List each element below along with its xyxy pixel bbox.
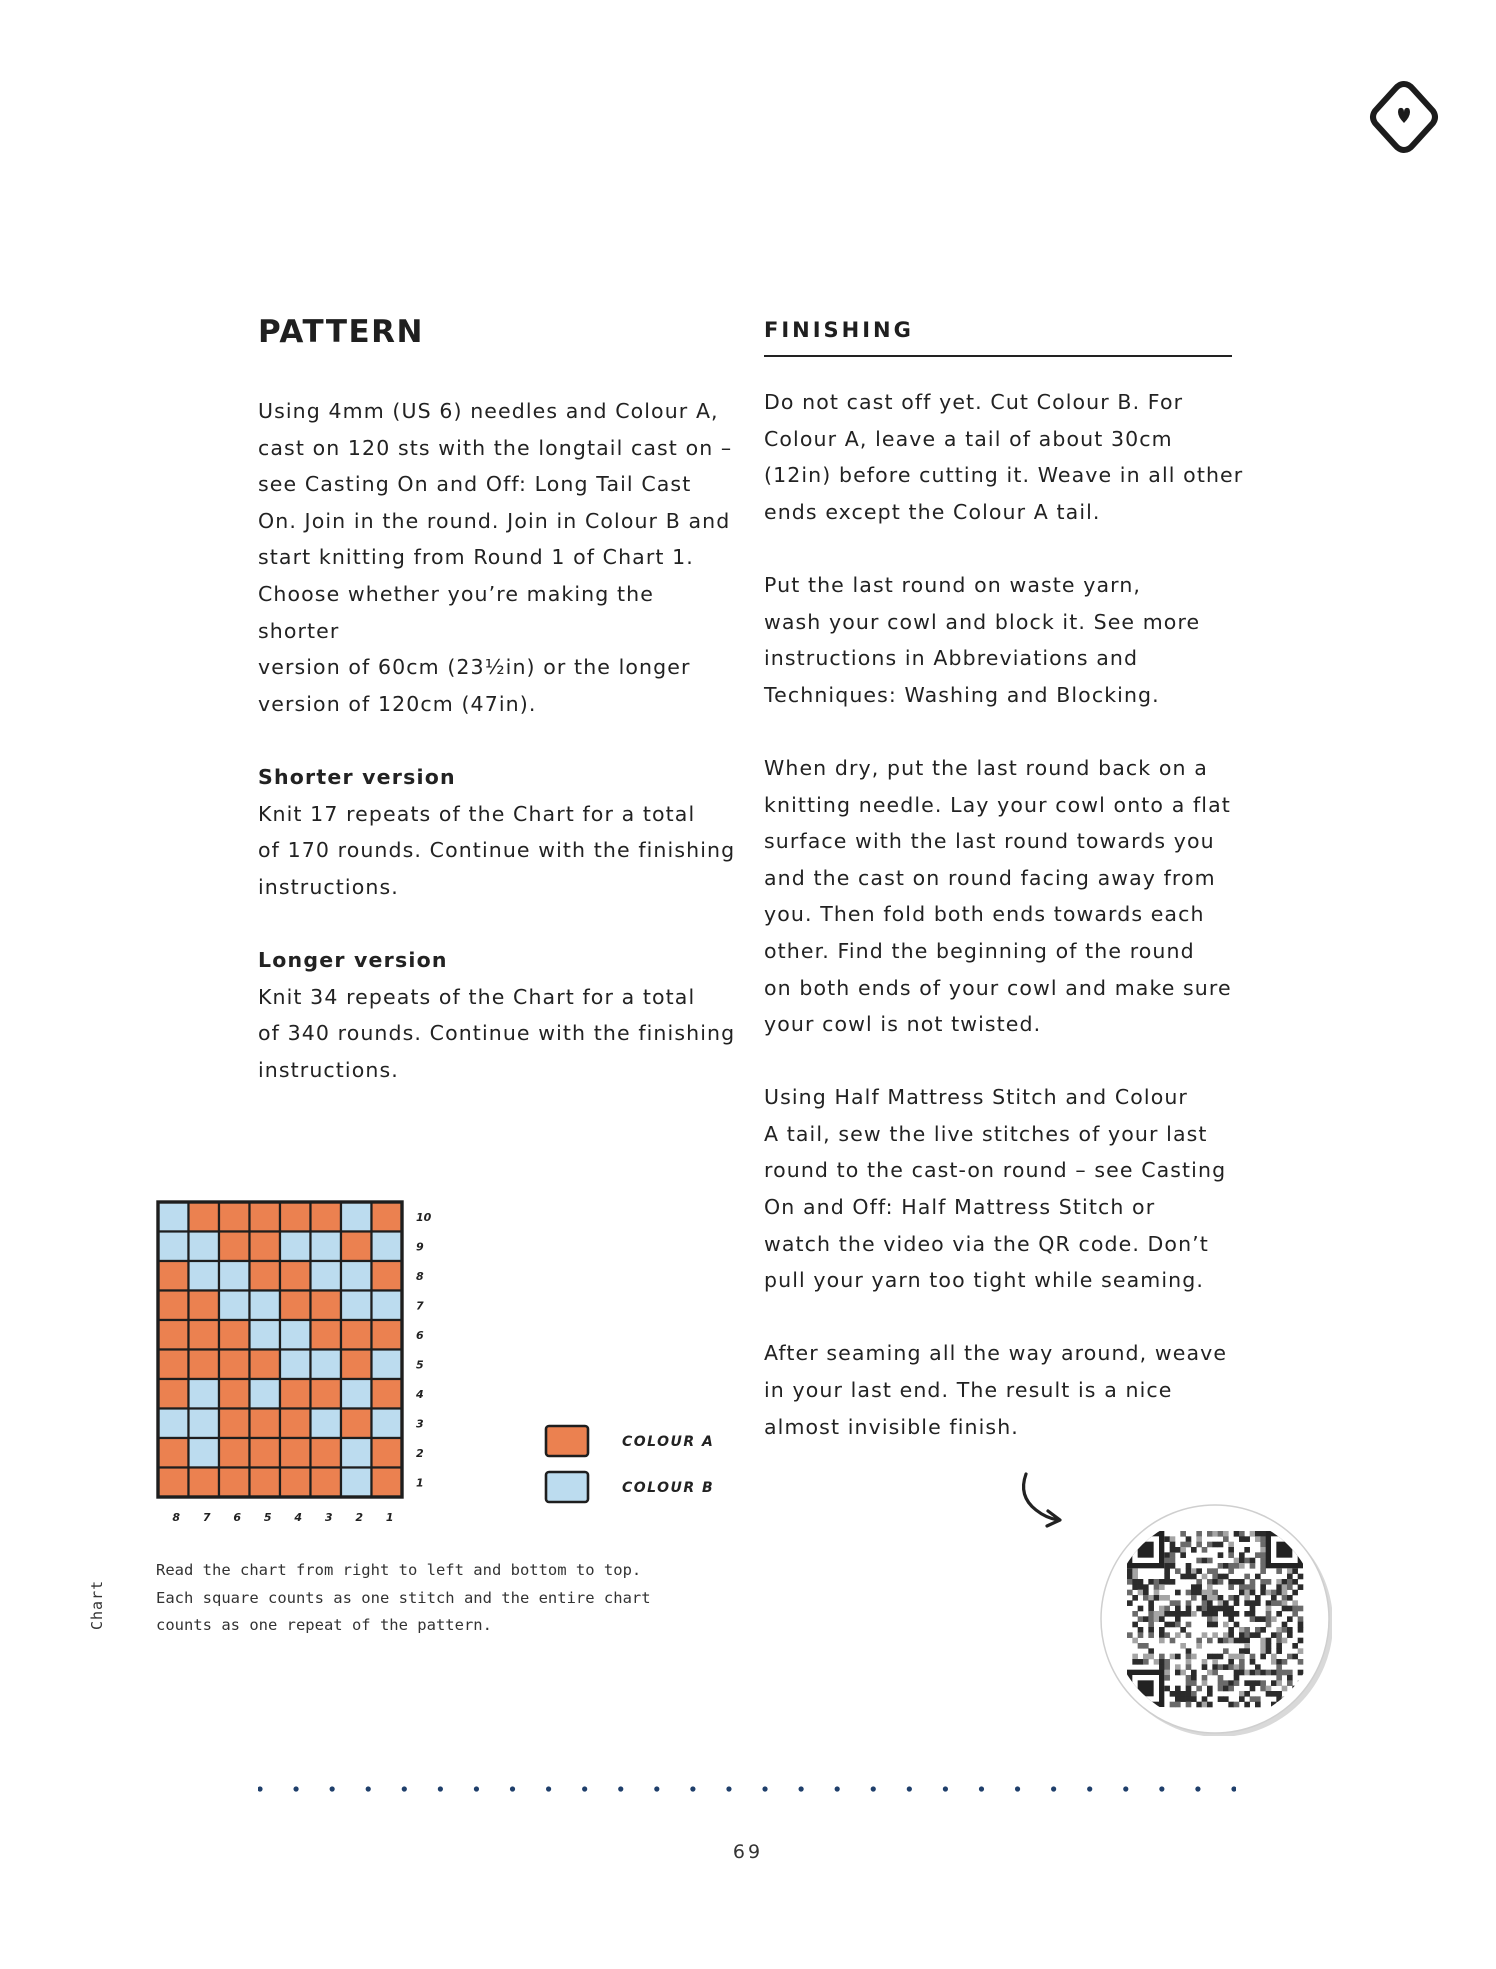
chart-cell — [341, 1291, 372, 1321]
chart-cell — [158, 1438, 189, 1468]
chart-cell — [219, 1291, 250, 1321]
chart-cell — [311, 1320, 342, 1350]
chart-cell — [280, 1261, 311, 1291]
legend-swatch — [546, 1472, 588, 1502]
chart-cell — [219, 1202, 250, 1232]
chart-cell — [158, 1409, 189, 1439]
chart-cell — [372, 1350, 403, 1380]
chart-cell — [250, 1468, 281, 1498]
chart-cell — [280, 1291, 311, 1321]
chart-cell — [158, 1291, 189, 1321]
chart-column-number: 1 — [385, 1511, 394, 1524]
chart-cell — [189, 1438, 220, 1468]
chart-column-number: 2 — [355, 1511, 364, 1524]
finishing-paragraph-3: When dry, put the last round back on a knitting needle. Lay your cowl onto a flat surface with the last round towards you and the cast on round facing away from you. Then fold both ends towards each other. Find the beginning of the round on both ends of your cowl and make sure your cowl is not twisted. — [764, 755, 1232, 1037]
pattern-body — [258, 393, 738, 1088]
chart-cell — [219, 1320, 250, 1350]
chart-cell — [219, 1261, 250, 1291]
chart-column-number: 4 — [294, 1511, 303, 1524]
chart-cell — [311, 1350, 342, 1380]
chart-cell — [219, 1350, 250, 1380]
heart-diamond-icon — [1365, 78, 1443, 156]
legend-label: COLOUR B — [622, 1480, 715, 1496]
chart-cell — [158, 1350, 189, 1380]
chart-cell — [280, 1409, 311, 1439]
chart-row-number: 4 — [416, 1387, 424, 1401]
chart-cell — [250, 1232, 281, 1262]
chart-column-number: 7 — [202, 1511, 211, 1524]
chart-cell — [341, 1320, 372, 1350]
chart-column-number: 6 — [233, 1511, 242, 1524]
chart-cell — [189, 1232, 220, 1262]
chart-cell — [341, 1409, 372, 1439]
chart-cell — [250, 1438, 281, 1468]
finishing-paragraph-1: Do not cast off yet. Cut Colour B. For Colour A, leave a tail of about 30cm (12in) before cutting it. Weave in all other ends except the Colour A tail. — [764, 390, 1244, 524]
chart-cell — [280, 1232, 311, 1262]
chart-cell — [311, 1261, 342, 1291]
chart-cell — [219, 1232, 250, 1262]
chart-cell — [189, 1409, 220, 1439]
chart-cell — [341, 1261, 372, 1291]
chart-cell — [189, 1468, 220, 1498]
chart-cell — [158, 1320, 189, 1350]
chart-cell — [250, 1350, 281, 1380]
chart-cell — [372, 1379, 403, 1409]
chart-cell — [189, 1291, 220, 1321]
chart-column-number: 5 — [263, 1511, 272, 1524]
chart-row-number: 6 — [416, 1328, 424, 1342]
chart-cell — [311, 1409, 342, 1439]
chart-cell — [158, 1202, 189, 1232]
chart-row-number: 3 — [416, 1417, 424, 1431]
chart-caption: Read the chart from right to left and bottom to top. Each square counts as one stitch and the entire chart counts as one repeat of the pattern. — [156, 1561, 651, 1634]
chart-cell — [372, 1291, 403, 1321]
chart-cell — [372, 1438, 403, 1468]
longer-version-title: Longer version — [258, 947, 448, 972]
chart-cell — [341, 1232, 372, 1262]
chart-cell — [189, 1261, 220, 1291]
chart-cell — [311, 1379, 342, 1409]
pattern-heading: PATTERN — [258, 314, 424, 350]
chart-cell — [341, 1438, 372, 1468]
finishing-paragraph-4: Using Half Mattress Stitch and Colour A tail, sew the live stitches of your last round to the cast-on round – see Casting On and Off: Half Mattress Stitch or watch the video via the QR code. Don’t pull your yarn too tight while seaming. — [764, 1085, 1227, 1293]
chart-cell — [189, 1379, 220, 1409]
curved-arrow-icon — [1014, 1470, 1074, 1530]
finishing-body — [764, 384, 1244, 1445]
chart-cell — [341, 1379, 372, 1409]
chart-cell — [158, 1468, 189, 1498]
chart-row-number: 2 — [416, 1446, 424, 1460]
chart-row-number: 9 — [416, 1240, 424, 1254]
chart-row-number: 7 — [416, 1299, 424, 1313]
chart-cell — [250, 1320, 281, 1350]
chart-cell — [158, 1379, 189, 1409]
chart-row-number: 5 — [416, 1358, 424, 1372]
chart-cell — [250, 1379, 281, 1409]
chart-cell — [219, 1468, 250, 1498]
finishing-divider — [764, 355, 1232, 357]
finishing-heading: FINISHING — [764, 318, 914, 342]
chart-row-number: 8 — [416, 1269, 424, 1283]
chart-cell — [372, 1320, 403, 1350]
chart-cell — [219, 1379, 250, 1409]
chart-cell — [219, 1438, 250, 1468]
longer-version-section: Longer version Knit 34 repeats of the Chart for a total of 340 rounds. Continue with the finishing instructions. — [258, 942, 738, 1088]
chart-column-number: 8 — [172, 1511, 181, 1524]
chart-cell — [341, 1350, 372, 1380]
chart-cell — [311, 1468, 342, 1498]
shorter-version-section: Shorter version Knit 17 repeats of the Chart for a total of 170 rounds. Continue with the finishing instructions. — [258, 759, 738, 905]
chart-cell — [250, 1409, 281, 1439]
chart-cell — [250, 1202, 281, 1232]
shorter-version-title: Shorter version — [258, 764, 456, 789]
chart-cell — [341, 1202, 372, 1232]
chart-cell — [372, 1232, 403, 1262]
chart-cell — [250, 1291, 281, 1321]
chart-cell — [311, 1291, 342, 1321]
chart-cell — [280, 1438, 311, 1468]
chart-cell — [280, 1320, 311, 1350]
chart-cell — [219, 1409, 250, 1439]
chart-cell — [311, 1232, 342, 1262]
chart-cell — [189, 1320, 220, 1350]
chart-cell — [158, 1232, 189, 1262]
chart-cell — [372, 1202, 403, 1232]
chart-cell — [372, 1409, 403, 1439]
legend-swatch — [546, 1426, 588, 1456]
finishing-paragraph-5: After seaming all the way around, weave in your last end. The result is a nice almost invisible finish. — [764, 1341, 1228, 1439]
pattern-intro: Using 4mm (US 6) needles and Colour A, cast on 120 sts with the longtail cast on – see Casting On and Off: Long Tail Cast On. Join in the round. Join in Colour B and start knitting from Round 1 of Chart 1. Choose whether you’re making the shorter version of 60cm (23½in) or the longer version of 120cm (47in). — [258, 399, 733, 716]
chart-cell — [189, 1202, 220, 1232]
chart-row-number: 1 — [416, 1476, 424, 1490]
chart-cell — [280, 1202, 311, 1232]
chart-column-number: 3 — [324, 1511, 333, 1524]
chart-cell — [341, 1468, 372, 1498]
chart-cell — [311, 1438, 342, 1468]
chart-cell — [158, 1261, 189, 1291]
chart-cell — [372, 1468, 403, 1498]
page-number: 69 — [732, 1841, 764, 1863]
qr-code-icon[interactable] — [1098, 1502, 1332, 1736]
chart-cell — [311, 1202, 342, 1232]
dotted-divider — [258, 1784, 1236, 1794]
chart-cell — [280, 1379, 311, 1409]
chart-cell — [280, 1350, 311, 1380]
chart-cell — [250, 1261, 281, 1291]
chart-cell — [189, 1350, 220, 1380]
chart-cell — [372, 1261, 403, 1291]
finishing-paragraph-2: Put the last round on waste yarn, wash your cowl and block it. See more instructions in Abbreviations and Techniques: Washing and Blocking. — [764, 572, 1201, 707]
chart-row-number: 10 — [416, 1210, 432, 1224]
chart-cell — [280, 1468, 311, 1498]
colorwork-chart — [150, 1190, 750, 1550]
legend-label: COLOUR A — [622, 1434, 715, 1450]
